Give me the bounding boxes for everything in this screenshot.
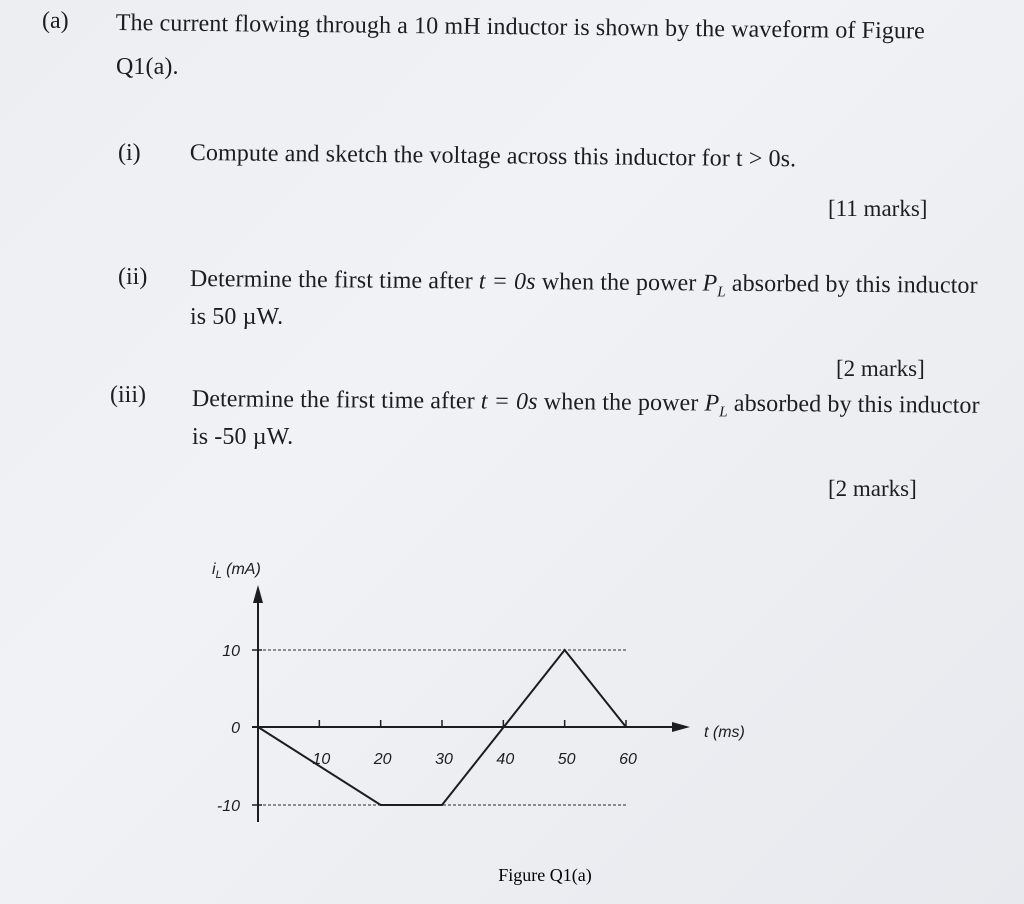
part-label: (a) (42, 8, 69, 34)
item-i-label: (i) (118, 140, 141, 166)
item-iii-line-2: is -50 µW. (192, 424, 294, 450)
x-axis-label: t (ms) (704, 724, 745, 741)
item-ii-marks: [2 marks] (836, 356, 925, 381)
x-tick-label-30: 30 (435, 751, 453, 768)
item-iii-power-sub: L (719, 404, 728, 421)
item-ii-power-sub: L (717, 284, 726, 301)
y-axis-label-sub: L (215, 569, 222, 581)
item-iii-mid: when the power (537, 389, 705, 417)
item-iii-label: (iii) (110, 382, 146, 408)
x-axis-arrow (672, 722, 690, 732)
item-iii-power-var: P (704, 390, 720, 417)
y-tick-label-10: 10 (222, 643, 240, 660)
item-iii-time-var: t = 0s (480, 388, 538, 416)
figure-caption: Figure Q1(a) (498, 865, 592, 885)
item-ii-mid: when the power (535, 269, 703, 297)
series-point-3 (564, 649, 566, 651)
intro-line-1: The current flowing through a 10 mH inductor is shown by the waveform of Figure (115, 10, 926, 45)
x-tick-label-50: 50 (557, 751, 576, 768)
y-tick-label--10: -10 (216, 798, 240, 815)
series-point-2 (441, 804, 443, 806)
y-tick-label-0: 0 (231, 720, 240, 737)
item-iii-marks: [2 marks] (828, 476, 917, 501)
intro-line-2: Q1(a). (116, 54, 179, 80)
y-axis-label (212, 561, 261, 581)
item-ii-pre: Determine the first time after (189, 266, 479, 295)
item-ii-time-var: t = 0s (478, 268, 536, 296)
x-tick-label-60: 60 (619, 751, 637, 768)
x-tick-label-40: 40 (496, 751, 515, 768)
item-ii-power-var: P (702, 270, 718, 297)
y-axis-label-unit: (mA) (221, 561, 261, 578)
y-axis-label-main: i (212, 561, 216, 578)
item-i-text: Compute and sketch the voltage across this inductor for t > 0s. (189, 140, 797, 173)
item-ii-line-2: is 50 µW. (190, 304, 284, 330)
series-point-0 (257, 726, 259, 728)
chart-layer (212, 561, 745, 886)
series-point-1 (380, 804, 382, 806)
item-ii-post: absorbed by this inductor (725, 270, 978, 299)
x-tick-label-20: 20 (373, 751, 392, 768)
x-tick-label-10: 10 (312, 751, 331, 768)
item-ii-label: (ii) (118, 264, 148, 290)
series-point-4 (625, 726, 627, 728)
item-i-marks: [11 marks] (828, 196, 928, 221)
item-iii-pre: Determine the first time after (191, 386, 481, 415)
item-iii-post: absorbed by this inductor (727, 390, 980, 419)
y-axis-arrow (253, 585, 263, 603)
